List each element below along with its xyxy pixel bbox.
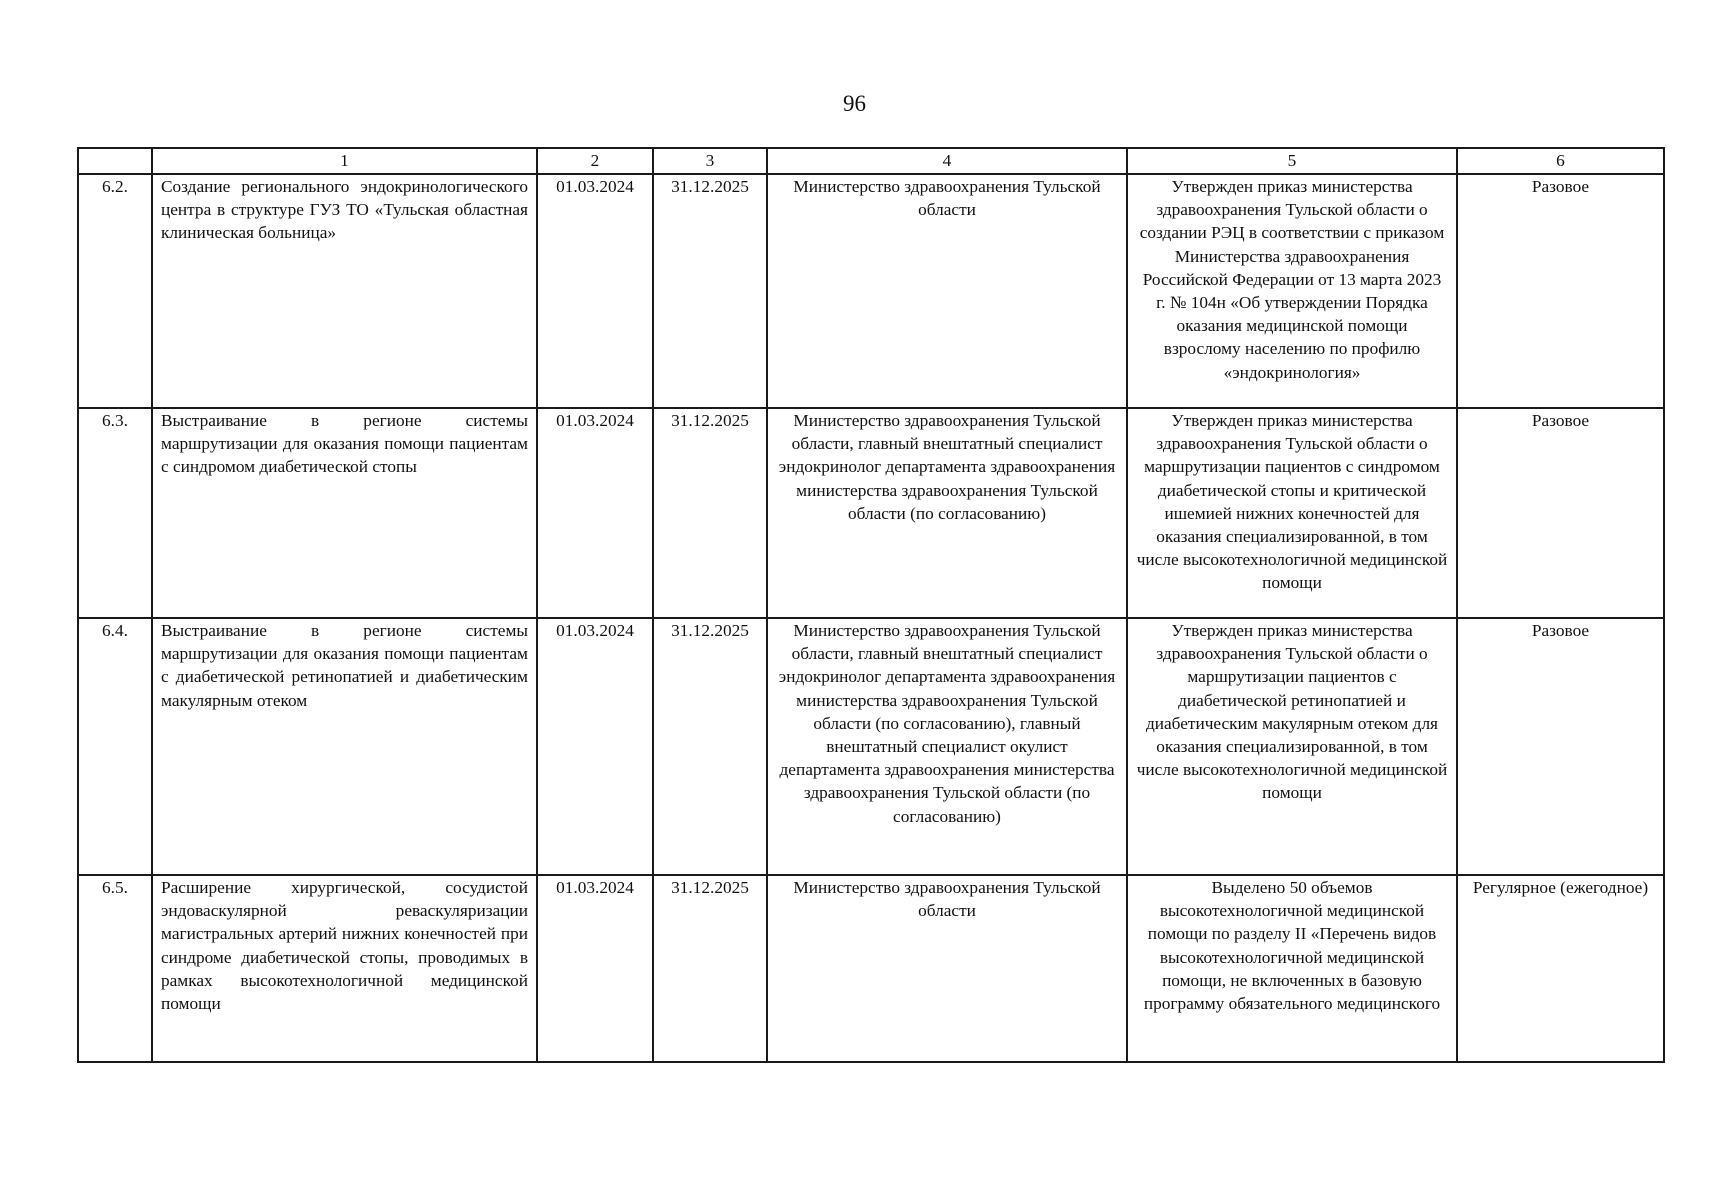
table-row (78, 174, 1664, 408)
row-number: 6.4. (78, 618, 152, 875)
header-cell (78, 148, 152, 174)
page-number: 96 (843, 91, 866, 116)
table-header-row (78, 148, 1664, 174)
table-row (78, 618, 1664, 875)
measure-type: Разовое (1457, 174, 1664, 408)
header-cell: 6 (1457, 148, 1664, 174)
measure-type: Регулярное (ежегодное) (1457, 875, 1664, 1062)
row-number: 6.3. (78, 408, 152, 618)
measures-table (77, 147, 1665, 1063)
measure-name: Создание регионального эндокринологического центра в структуре ГУЗ ТО «Тульская областная клиническая больница» (152, 174, 537, 408)
header-cell: 2 (537, 148, 653, 174)
executor: Министерство здравоохранения Тульской области, главный внештатный специалист эндокринолог департамента здравоохранения министерства здравоохранения Тульской области (по согласованию), главный внештатный специалист окулист департамента здравоохранения министерства здравоохранения Тульской области (по согласованию) (767, 618, 1127, 875)
start-date: 01.03.2024 (537, 408, 653, 618)
executor: Министерство здравоохранения Тульской области (767, 174, 1127, 408)
result: Утвержден приказ министерства здравоохранения Тульской области о маршрутизации пациентов с синдромом диабетической стопы и критической ишемией нижних конечностей для оказания специализированной, в том числе высокотехнологичной медицинской помощи (1127, 408, 1457, 618)
measure-type: Разовое (1457, 408, 1664, 618)
measure-name: Выстраивание в регионе системы маршрутизации для оказания помощи пациентам с диабетической ретинопатией и диабетическим макулярным отеком (152, 618, 537, 875)
measure-name: Выстраивание в регионе системы маршрутизации для оказания помощи пациентам с синдромом диабетической стопы (152, 408, 537, 618)
measure-type: Разовое (1457, 618, 1664, 875)
row-number: 6.5. (78, 875, 152, 1062)
measure-name: Расширение хирургической, сосудистой эндоваскулярной реваскуляризации магистральных артерий нижних конечностей при синдроме диабетической стопы, проводимых в рамках высокотехнологичной медицинской помощи (152, 875, 537, 1062)
header-cell: 5 (1127, 148, 1457, 174)
start-date: 01.03.2024 (537, 174, 653, 408)
start-date: 01.03.2024 (537, 875, 653, 1062)
table-row (78, 408, 1664, 618)
header-cell: 3 (653, 148, 767, 174)
executor: Министерство здравоохранения Тульской области (767, 875, 1127, 1062)
header-cell: 1 (152, 148, 537, 174)
result: Выделено 50 объемов высокотехнологичной медицинской помощи по разделу II «Перечень видов высокотехнологичной медицинской помощи, не включенных в базовую программу обязательного медицинского (1127, 875, 1457, 1062)
end-date: 31.12.2025 (653, 875, 767, 1062)
end-date: 31.12.2025 (653, 174, 767, 408)
end-date: 31.12.2025 (653, 408, 767, 618)
start-date: 01.03.2024 (537, 618, 653, 875)
header-cell: 4 (767, 148, 1127, 174)
end-date: 31.12.2025 (653, 618, 767, 875)
table-row (78, 875, 1664, 1062)
result: Утвержден приказ министерства здравоохранения Тульской области о создании РЭЦ в соответствии с приказом Министерства здравоохранения Российской Федерации от 13 марта 2023 г. № 104н «Об утверждении Порядка оказания медицинской помощи взрослому населению по профилю «эндокринология» (1127, 174, 1457, 408)
row-number: 6.2. (78, 174, 152, 408)
executor: Министерство здравоохранения Тульской области, главный внештатный специалист эндокринолог департамента здравоохранения министерства здравоохранения Тульской области (по согласованию) (767, 408, 1127, 618)
result: Утвержден приказ министерства здравоохранения Тульской области о маршрутизации пациентов с диабетической ретинопатией и диабетическим макулярным отеком для оказания специализированной, в том числе высокотехнологичной медицинской помощи (1127, 618, 1457, 875)
